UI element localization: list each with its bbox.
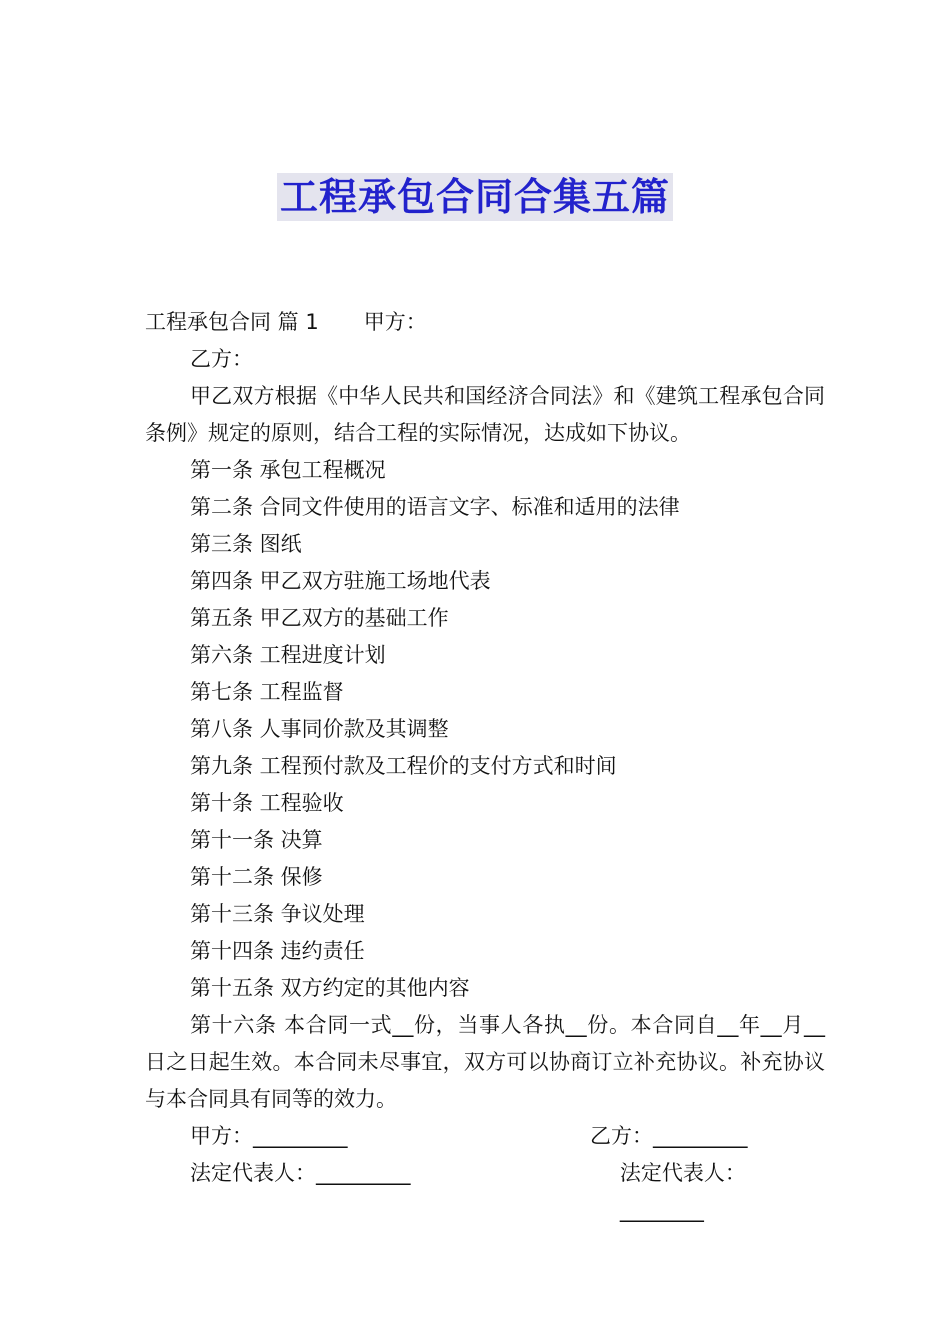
party-a-label: 甲方： — [363, 310, 427, 334]
article-item: 第九条 工程预付款及工程价的支付方式和时间 — [190, 754, 617, 778]
article-item: 第六条 工程进度计划 — [190, 643, 386, 667]
contract-heading: 工程承包合同 篇 1 — [145, 310, 319, 334]
intro-paragraph: 甲乙双方根据《中华人民共和国经济合同法》和《建筑工程承包合同条例》规定的原则，结合工程的实际情况，达成如下协议。 — [145, 384, 825, 445]
document-body — [145, 304, 825, 1222]
signature-rep-a: 法定代表人：_________ — [190, 1161, 411, 1185]
signature-party-b: 乙方：_________ — [590, 1124, 748, 1148]
signature-row-representatives — [145, 1155, 825, 1222]
article-item: 第二条 合同文件使用的语言文字、标准和适用的法律 — [190, 495, 680, 519]
article-item: 第七条 工程监督 — [190, 680, 344, 704]
title-container — [0, 173, 950, 221]
article-item: 第十条 工程验收 — [190, 791, 344, 815]
article-item: 第四条 甲乙双方驻施工场地代表 — [190, 569, 491, 593]
article-item: 第十三条 争议处理 — [190, 902, 365, 926]
party-b-label: 乙方： — [190, 347, 253, 371]
signature-row-parties — [145, 1118, 825, 1155]
article-item: 第十五条 双方约定的其他内容 — [190, 976, 470, 1000]
article-item: 第十一条 决算 — [190, 828, 323, 852]
signature-rep-b: 法定代表人：________ — [619, 1161, 746, 1222]
signature-party-a: 甲方：_________ — [190, 1124, 348, 1148]
article-item: 第三条 图纸 — [190, 532, 302, 556]
document-title: 工程承包合同合集五篇 — [277, 173, 673, 221]
article-16-paragraph: 第十六条 本合同一式__份，当事人各执__份。本合同自__年__月__日之日起生效。本合同未尽事宜，双方可以协商订立补充协议。补充协议与本合同具有同等的效力。 — [145, 1013, 825, 1111]
header-line — [145, 304, 825, 341]
article-item: 第一条 承包工程概况 — [190, 458, 386, 482]
article-item: 第十二条 保修 — [190, 865, 323, 889]
article-item: 第十四条 违约责任 — [190, 939, 365, 963]
article-item: 第八条 人事同价款及其调整 — [190, 717, 449, 741]
article-item: 第五条 甲乙双方的基础工作 — [190, 606, 449, 630]
